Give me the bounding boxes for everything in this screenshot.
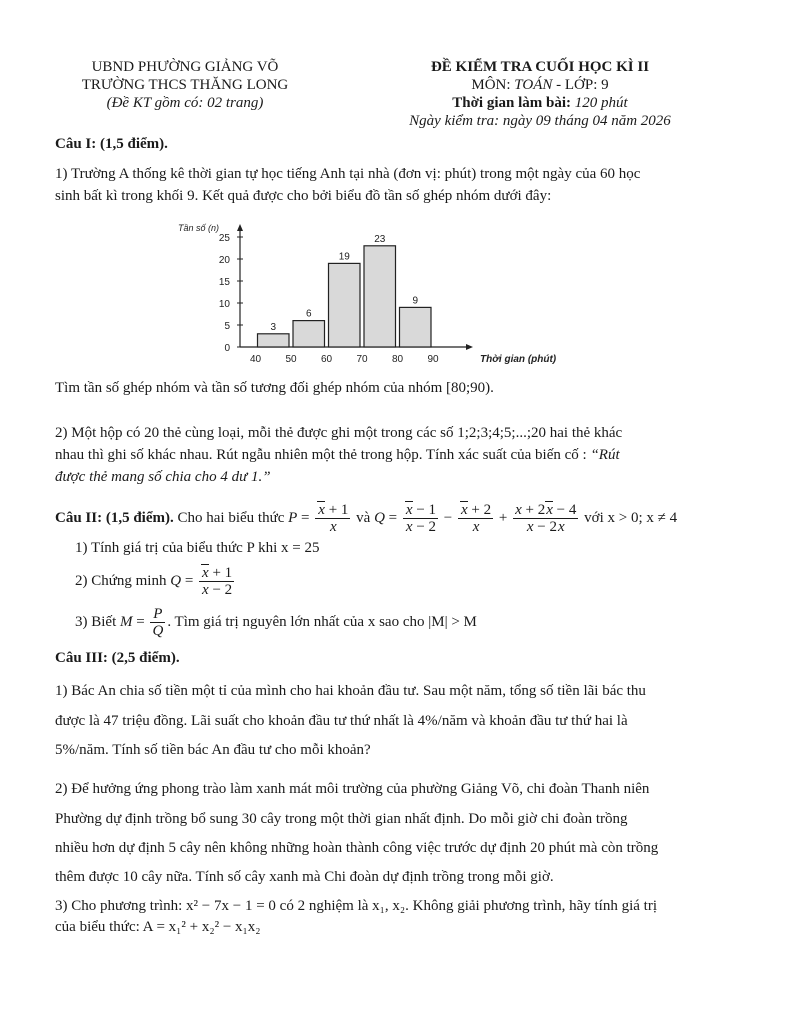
school-name: TRƯỜNG THCS THĂNG LONG bbox=[81, 77, 289, 93]
y-tick-label: 5 bbox=[224, 321, 230, 332]
x-tick-label: 50 bbox=[285, 354, 297, 365]
q2-intro-line: Câu II: (1,5 điểm). Cho hai biểu thức P = $\frac{x + 1}{x}$ và Q = $\frac{x - 1}{x - 2}$ − $\frac{x + 2}{x}$ + $\frac{x + 2x - 4}{x - 2x}$ với x > 0; x ≠ 4 bbox=[55, 502, 678, 535]
y-tick-label: 25 bbox=[218, 233, 230, 244]
q3-p3-line2: của biểu thức: A = x₁² + x₂² − x₁x₂ bbox=[55, 919, 261, 935]
histogram-bar bbox=[293, 321, 325, 347]
q2-item2: 2) Chứng minh Q = $\frac{x + 1}{x - 2}$ bbox=[75, 565, 233, 598]
y-axis-arrow bbox=[237, 224, 243, 231]
bar-value-label: 19 bbox=[338, 251, 350, 263]
x-tick-label: 90 bbox=[427, 354, 439, 365]
histogram-bar bbox=[400, 307, 432, 347]
exam-title: ĐỀ KIỂM TRA CUỐI HỌC KÌ II bbox=[430, 59, 650, 75]
y-tick-label: 20 bbox=[218, 255, 230, 266]
x-axis-arrow bbox=[466, 344, 473, 350]
y-axis-label: Tần số (n) bbox=[178, 223, 220, 233]
histogram-bar bbox=[329, 263, 361, 347]
y-tick-label: 15 bbox=[218, 277, 230, 288]
bar-value-label: 23 bbox=[374, 233, 386, 245]
q3-p2-line4: thêm được 10 cây nữa. Tính số cây xanh mà Chi đoàn dự định trồng trong mỗi giờ. bbox=[55, 869, 554, 885]
histogram-bar bbox=[258, 334, 290, 347]
q1-title: Câu I: (1,5 điểm). bbox=[55, 136, 168, 152]
y-tick-label: 10 bbox=[218, 299, 230, 310]
q3-p1-line2: được là 47 triệu đồng. Lãi suất cho khoản đầu tư thứ nhất là 4%/năm và khoản đầu tư thứ hai là bbox=[55, 713, 628, 729]
y-tick-label: 0 bbox=[224, 343, 230, 354]
ward-name: UBND PHƯỜNG GIẢNG VÕ bbox=[91, 59, 279, 75]
bar-value-label: 3 bbox=[270, 321, 277, 333]
school-header bbox=[40, 58, 330, 112]
bar-value-label: 9 bbox=[412, 295, 419, 307]
q3-p2-line1: 2) Để hưởng ứng phong trào làm xanh mát môi trường của phường Giảng Võ, chi đoàn Thanh niên bbox=[55, 781, 650, 797]
q3-p2-line3: nhiều hơn dự định 5 cây nên không những hoàn thành công việc trước dự định 20 phút mà còn trồng bbox=[55, 840, 659, 856]
q1-p1-line2: sinh bất kì trong khối 9. Kết quả được cho bởi biểu đồ tần số ghép nhóm dưới đây: bbox=[55, 188, 552, 204]
q2-item3: 3) Biết M = $\frac{P}{Q}$ . Tìm giá trị nguyên lớn nhất của x sao cho |M| > M bbox=[75, 606, 477, 639]
x-axis-label: Thời gian (phút) bbox=[480, 354, 557, 365]
histogram-chart bbox=[170, 215, 570, 370]
x-tick-label: 60 bbox=[320, 354, 333, 365]
q2-item1: 1) Tính giá trị của biểu thức P khi x = 25 bbox=[75, 540, 320, 556]
bar-value-label: 6 bbox=[305, 308, 312, 320]
x-tick-label: 40 bbox=[249, 354, 262, 365]
exam-subject: MÔN: TOÁN - LỚP: 9 bbox=[471, 77, 609, 93]
x-tick-label: 80 bbox=[391, 354, 404, 365]
q1-p2-line3: được thẻ mang số chia cho 4 dư 1.” bbox=[55, 469, 271, 485]
q1-p1-question: Tìm tần số ghép nhóm và tần số tương đối ghép nhóm của nhóm [80;90). bbox=[55, 380, 494, 396]
page-count-note: (Đề KT gồm có: 02 trang) bbox=[106, 95, 264, 111]
q3-p1-line1: 1) Bác An chia số tiền một tỉ của mình cho hai khoản đầu tư. Sau một năm, tổng số tiền lãi bác thu bbox=[55, 683, 646, 699]
q1-p2-line2: nhau thì ghi số khác nhau. Rút ngẫu nhiên một thẻ trong hộp. Tính xác suất của biến cố : “Rút bbox=[55, 447, 620, 463]
histogram-bar bbox=[364, 246, 396, 347]
exam-header bbox=[340, 58, 740, 130]
x-tick-label: 70 bbox=[356, 354, 368, 365]
q3-title: Câu III: (2,5 điểm). bbox=[55, 650, 180, 666]
q3-p3-line1: 3) Cho phương trình: x² − 7x − 1 = 0 có 2 nghiệm là x₁, x₂. Không giải phương trình, hãy tính giá trị bbox=[55, 898, 657, 914]
q1-p2-line1: 2) Một hộp có 20 thẻ cùng loại, mỗi thẻ được ghi một trong các số 1;2;3;4;5;...;20 hai thẻ khác bbox=[55, 425, 623, 441]
q3-p1-line3: 5%/năm. Tính số tiền bác An đầu tư cho mỗi khoản? bbox=[55, 742, 371, 758]
exam-time: Thời gian làm bài: 120 phút bbox=[452, 95, 628, 111]
exam-date: Ngày kiểm tra: ngày 09 tháng 04 năm 2026 bbox=[409, 113, 671, 129]
q3-p2-line2: Phường dự định trồng bổ sung 30 cây trong một thời gian nhất định. Do mỗi giờ chi đoàn trồng bbox=[55, 811, 628, 827]
q1-p1-line1: 1) Trường A thống kê thời gian tự học tiếng Anh tại nhà (đơn vị: phút) trong một ngày của 60 học bbox=[55, 166, 641, 182]
